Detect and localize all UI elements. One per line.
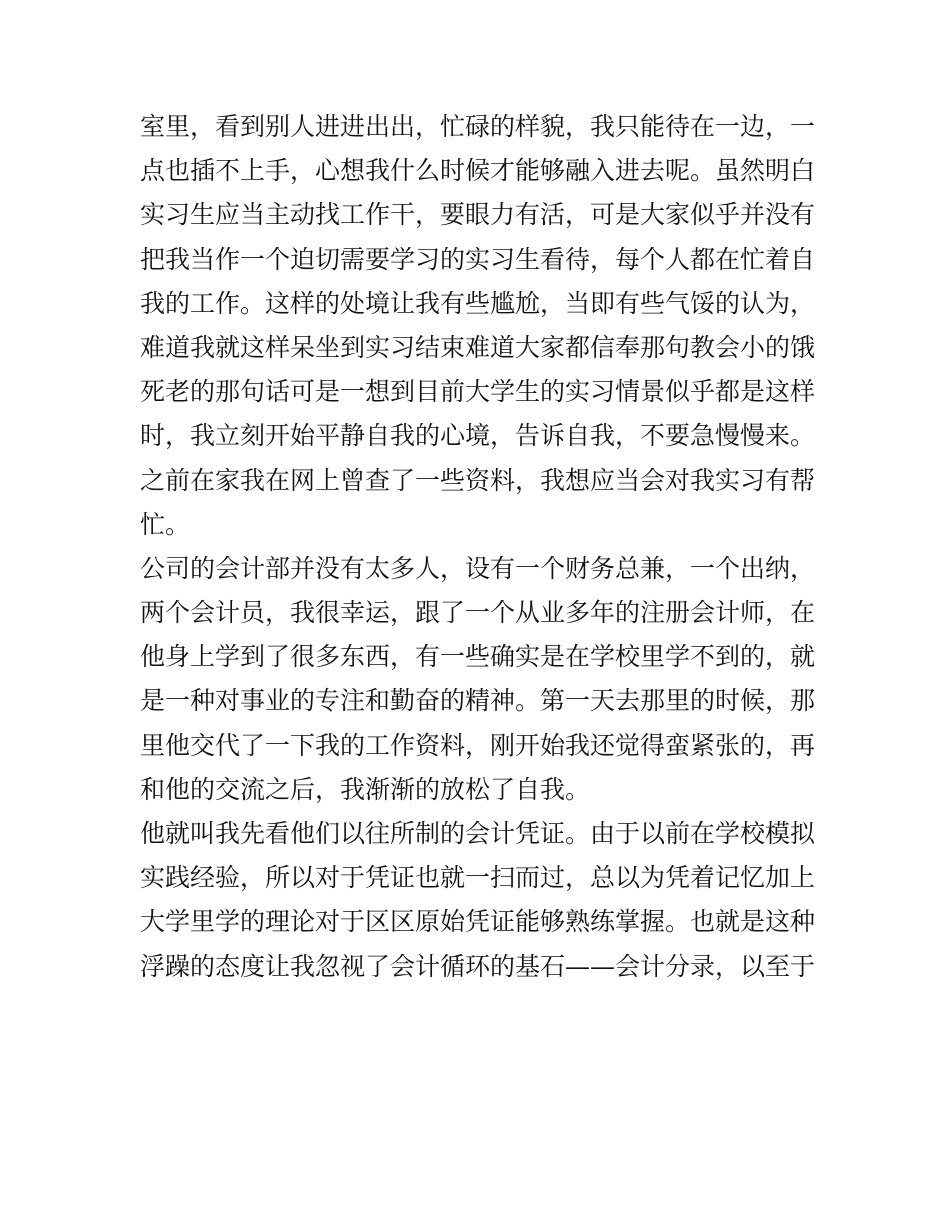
text-line: 点也插不上手，心想我什么时候才能够融入进去呢。虽然明白 <box>140 156 816 186</box>
text-line: 实践经验，所以对于凭证也就一扫而过，总以为凭着记忆加上 <box>140 863 816 893</box>
text-line: 和他的交流之后，我渐渐的放松了自我。 <box>140 774 591 804</box>
text-line: 两个会计员，我很幸运，跟了一个从业多年的注册会计师，在 <box>140 598 816 628</box>
text-line: 实习生应当主动找工作干，要眼力有活，可是大家似乎并没有 <box>140 200 816 230</box>
text-line: 之前在家我在网上曾查了一些资料，我想应当会对我实习有帮 <box>140 465 816 495</box>
text-line: 是一种对事业的专注和勤奋的精神。第一天去那里的时候，那 <box>140 686 816 716</box>
text-line: 浮躁的态度让我忽视了会计循环的基石——会计分录，以至于 <box>140 951 816 981</box>
text-line: 我的工作。这样的处境让我有些尴尬，当即有些气馁的认为， <box>140 288 816 318</box>
text-line: 难道我就这样呆坐到实习结束难道大家都信奉那句教会小的饿 <box>140 332 816 362</box>
text-line: 他身上学到了很多东西，有一些确实是在学校里学不到的，就 <box>140 642 816 672</box>
text-line: 把我当作一个迫切需要学习的实习生看待，每个人都在忙着自 <box>140 244 816 274</box>
text-line: 忙。 <box>140 509 191 539</box>
text-line: 里他交代了一下我的工作资料，刚开始我还觉得蛮紧张的，再 <box>140 730 816 760</box>
body-text <box>140 105 820 989</box>
text-line: 死老的那句话可是一想到目前大学生的实习情景似乎都是这样 <box>140 377 816 407</box>
text-line: 室里，看到别人进进出出，忙碌的样貌，我只能待在一边，一 <box>140 112 816 141</box>
text-line: 他就叫我先看他们以往所制的会计凭证。由于以前在学校模拟 <box>140 819 816 848</box>
text-line: 大学里学的理论对于区区原始凭证能够熟练掌握。也就是这种 <box>140 907 816 937</box>
text-line: 时，我立刻开始平静自我的心境，告诉自我，不要急慢慢来。 <box>140 421 816 451</box>
text-line: 公司的会计部并没有太多人，设有一个财务总兼，一个出纳， <box>140 553 816 583</box>
